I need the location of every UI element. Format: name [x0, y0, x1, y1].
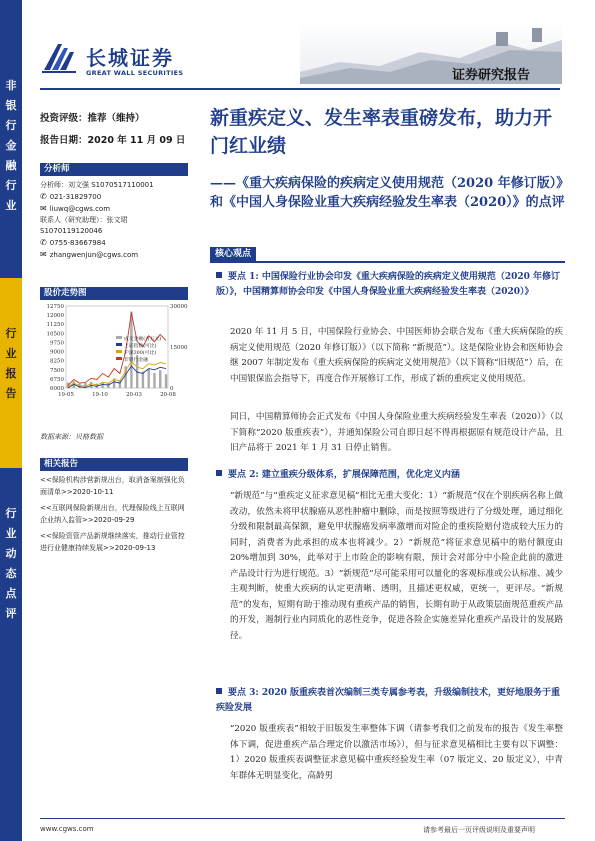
bullet-icon [216, 470, 222, 476]
sidebar-char: 行 [5, 507, 17, 520]
legend-label: 非银行金融 [124, 358, 148, 363]
y-right-tick: 15000 [170, 345, 188, 351]
analyst-section-header: 分析师 [40, 163, 188, 176]
y-right-tick: 30000 [170, 304, 188, 310]
sidebar-char: 评 [5, 607, 17, 620]
sidebar-char: 点 [5, 587, 17, 600]
y-right-tick: 0 [170, 386, 174, 392]
legend-swatch [116, 357, 122, 360]
y-left-tick: 10500 [46, 331, 64, 338]
legend-swatch [116, 336, 122, 339]
related-report-2[interactable]: <<互联网保险新规出台，代理保险线上互联网企业纳入监管>>2020-09-29 [40, 504, 185, 524]
sidebar-char: 行 [5, 119, 17, 132]
header-divider [40, 88, 560, 90]
related-section-header: 相关报告 [40, 458, 188, 471]
y-left-tick: 12000 [46, 313, 64, 320]
sidebar [0, 0, 22, 841]
volume-bar [165, 374, 167, 388]
sidebar-report-text [0, 326, 22, 406]
y-left-tick: 9000 [50, 349, 64, 356]
series-line [68, 366, 166, 388]
analyst-phone: ✆ 021-31829700 [40, 192, 102, 201]
volume-bar [130, 311, 132, 388]
sidebar-char: 业 [5, 199, 17, 212]
contact-phone: ✆ 0755-83667984 [40, 238, 106, 247]
related-reports-list [40, 474, 188, 554]
sidebar-comment-block [0, 468, 22, 841]
series-line [68, 313, 166, 386]
sidebar-char: 动 [5, 547, 17, 560]
key-point-1: 要点 1: 中国保险行业协会印发《重大疾病保险的疾病定义使用规范（2020 年修订版）》，中国精算师协会印发《中国人身保险业重大疾病经验发生率表（2020）》 [216, 272, 561, 297]
y-left-tick: 6750 [50, 376, 64, 383]
chart-source: 数据来源：贝格数据 [40, 433, 103, 441]
phone-icon: ✆ [40, 238, 47, 247]
sidebar-char: 金 [5, 139, 17, 152]
sidebar-industry-block [0, 0, 22, 278]
footer-url[interactable]: www.cgws.com [40, 825, 94, 833]
key-point-2: 要点 2: 建立重疾分级体系，扩展保障范围，优化定义内涵 [216, 468, 562, 483]
footer-divider [40, 818, 565, 819]
sidebar-char: 报 [5, 367, 17, 380]
paragraph-2: 同日，中国精算师协会正式发布《中国人身保险业重大疾病经验发生率表（2020）》（以下简称“2020 版重疾表”），并通知保险公司自即日起不得再根据原有规范设计产品，且旧产品将于 2021 年 1 月 31 日停止销售。 [230, 412, 563, 453]
y-left-tick: 8250 [50, 358, 64, 365]
x-tick: 20-08 [160, 392, 176, 398]
report-subtitle: ——《重大疾病保险的疾病定义使用规范（2020 年修订版）》和《中国人身保险业重大疾病经验发生率表（2020）》的点评 [210, 176, 565, 210]
x-tick: 19-05 [58, 392, 74, 398]
analyst-name: 分析师：刘文强 S1070517110001 [40, 181, 154, 189]
sidebar-report-block [0, 278, 22, 468]
sidebar-char: 非 [5, 79, 17, 92]
legend-label: 沪深300(可比) [124, 351, 157, 356]
report-title: 新重疾定义、发生率表重磅发布，助力开门红业绩 [210, 107, 553, 157]
core-view-bar [210, 247, 565, 263]
legend-swatch [116, 350, 122, 353]
sidebar-char: 态 [5, 567, 17, 580]
core-view-label: 核心观点 [210, 247, 256, 261]
y-left-tick: 6000 [50, 386, 64, 392]
report-date: 报告日期：2020 年 11 月 09 日 [40, 135, 186, 146]
related-report-1[interactable]: <<保险机构涉营新规出台，取消备案制强化负面清单>>2020-10-11 [40, 476, 185, 496]
footer-disclaimer: 请参考最后一页评级说明及重要声明 [423, 826, 535, 834]
related-report-3[interactable]: <<保险资管产品新规继续落实，推动行业管控进行业健康持续发展>>2020-09-13 [40, 532, 185, 552]
sidebar-char: 行 [5, 327, 17, 340]
volume-bar [142, 372, 144, 388]
sidebar-comment-text [0, 506, 22, 626]
x-tick: 20-03 [126, 392, 142, 398]
analyst-info [40, 180, 188, 261]
logo-english: GREAT WALL SECURITIES [86, 69, 184, 77]
x-tick: 19-10 [92, 392, 108, 398]
sidebar-char: 融 [5, 159, 17, 172]
contact-id: S1070119120046 [40, 227, 103, 235]
contact-name: 联系人（研究助理）：张文珺 [40, 216, 128, 224]
paragraph-1: 2020 年 11 月 5 日，中国保险行业协会、中国医师协会联合发布《重大疾病保险的疾病定义使用规范（2020 年修订版）》（以下简称 “新规范”）。这是保险业协会和医师协会继 2007 年制定发布《重大疾病保险的疾病定义使用规范》（以下简称“旧规范”）后，在中国银保监会指导下，再度合作开展修订工作，形成了新的重疾定义使用规范。 [230, 327, 563, 384]
paragraph-3: “新规范”与“重疾定义征求意见稿”相比无重大变化：1）“新规范”仅在个别疾病名称上做改动，依然未将甲状腺癌从恶性肿瘤中删除，而是按照等级进行了分级处理，通过细化分级和限制最高保额，避免甲状腺癌发病率激增而对险企的重疾险赔付造成较大压力的同时，消费者为此承担的成本也将减少。2）“新规范”将征求意见稿中的赔付额度由 20%增加到 30%，此举对于上市险企的影响有限，预计会对部分中小险企此前的激进产品设计行为进行规范。3）“新规范”尽可能采用可以量化的客观标准或公认标准、减少主观判断，使重大疾病的认定更清晰、透明，且描述更权威，更统一，更评尽。“新规范”的发布，短期有助于推动现有重疾产品的销售，长期有助于从政策层面规范重疾产品的开发，遏制行业内同质化的恶性竞争，促进各险企实施差异化重疾产品设计的发展路径。 [230, 491, 563, 641]
sidebar-char: 行 [5, 179, 17, 192]
paragraph-4: “2020 版重疾表”相较于旧版发生率整体下调（请参考我们之前发布的报告《发生率整体下调，促进重疾产品合理定价以激活市场》），但与征求意见稿相比主要有以下调整：1）2020 版重疾表调整征求意见稿中重疾经验发生率（07 版定义、20 版定义），中青年群体无明显变化，高龄男 [230, 724, 563, 781]
key-point-3: 要点 3: 2020 版重疾表首次编制三类专属参考表，升级编制技术，更好地服务于重疾险发展 [216, 688, 561, 713]
volume-bar [153, 373, 155, 388]
phone-icon: ✆ [40, 192, 47, 201]
legend-label: 成交金额(百万元) [124, 337, 162, 342]
legend-swatch [116, 343, 122, 346]
sidebar-char: 银 [5, 99, 17, 112]
report-type-label: 证券研究报告 [452, 68, 531, 83]
email-icon: ✉ [40, 204, 47, 213]
y-left-tick: 11250 [46, 322, 64, 329]
volume-bar [159, 370, 161, 388]
sidebar-industry-text [0, 78, 22, 218]
chart-section-header: 股价走势图 [40, 287, 188, 300]
logo-chinese: 长城证券 [86, 46, 174, 70]
sidebar-char: 业 [5, 347, 17, 360]
bullet-icon [216, 688, 222, 694]
volume-bar [90, 382, 92, 388]
bullet-icon [216, 272, 222, 278]
volume-bar [148, 369, 150, 388]
y-left-tick: 9750 [50, 340, 64, 347]
stock-price-chart [40, 302, 190, 427]
contact-email[interactable]: ✉ zhangwenjun@cgws.com [40, 250, 139, 259]
sidebar-char: 业 [5, 527, 17, 540]
legend-label: 上证指数(可比) [124, 344, 157, 349]
email-icon: ✉ [40, 250, 47, 259]
analyst-email[interactable]: ✉ liuwq@cgws.com [40, 204, 111, 213]
y-left-tick: 7500 [50, 367, 64, 374]
y-left-tick: 12750 [46, 304, 64, 310]
company-logo-icon [40, 40, 80, 76]
investment-rating: 投资评级：推荐（维持） [40, 113, 145, 124]
sidebar-char: 告 [5, 387, 17, 400]
